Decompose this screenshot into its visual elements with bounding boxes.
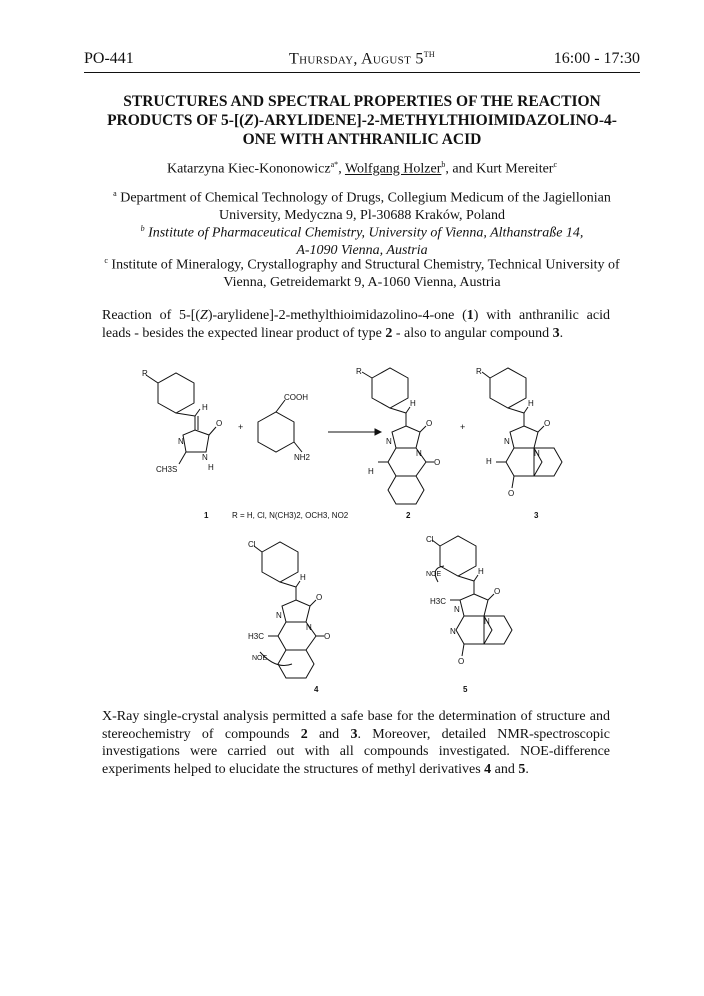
n-label: N: [276, 611, 282, 620]
compound-label-3: 3: [534, 511, 539, 520]
h-label: H: [410, 399, 416, 408]
o-label: O: [458, 657, 465, 666]
n-label: N: [306, 623, 312, 632]
affiliation-c: $^c$ Institute of Mineralogy, Crystallography and Structural Chemistry, Technical University of Vienna, Getreidemarkt 9, A-1060 Vienna, Austria: [104, 256, 620, 291]
n-label: N: [386, 437, 392, 446]
page-header: [84, 50, 640, 72]
r-label: R: [476, 367, 482, 376]
noe-label: NOE: [426, 571, 442, 578]
o-label: O: [434, 458, 441, 467]
h3c-label: H3C: [430, 597, 447, 606]
n-label: N: [504, 437, 510, 446]
h-label: H: [478, 567, 484, 576]
n-label: N: [416, 449, 422, 458]
compound-label-1: 1: [204, 511, 209, 520]
poster-number: PO-441: [84, 50, 134, 67]
compound-1-structure: [146, 373, 216, 464]
o-label: O: [216, 419, 223, 428]
h-label: H: [202, 403, 208, 412]
n-label: N: [450, 627, 456, 636]
h3c-label: H3C: [248, 632, 265, 641]
n-label: N: [178, 437, 184, 446]
compound-3-structure: [482, 368, 562, 488]
n-label: N: [484, 617, 490, 626]
o-label: O: [426, 419, 433, 428]
plus-sign: +: [238, 422, 244, 432]
n-label: N: [534, 449, 540, 458]
cl-label: Cl: [426, 535, 434, 544]
author-name: Katarzyna Kiec-Kononowicz: [166, 161, 331, 177]
o-label: O: [508, 489, 515, 498]
abstract-paragraph-2: X-Ray single-crystal analysis permitted a safe base for the determination of structure and stereochemistry of compounds 2 and 3. Moreover, detailed NMR-spectroscopic investigations were carried out with all compounds investigated. NOE-difference experiments helped to elucidate the structures of methyl derivatives 4 and 5.: [102, 709, 611, 777]
compound-label-5: 5: [463, 685, 468, 694]
session-time: 16:00 - 17:30: [553, 50, 640, 67]
compound-label-4: 4: [314, 685, 319, 694]
hn-label: H: [368, 467, 374, 476]
o-label: O: [316, 593, 323, 602]
r-label: R: [356, 367, 362, 376]
session-day: Thursday, August 5TH: [289, 50, 435, 68]
noe-label: NOE: [252, 655, 268, 662]
n-label: N: [202, 453, 208, 462]
paper-title: STRUCTURES AND SPECTRAL PROPERTIES OF THE REACTION PRODUCTS OF 5-[(Z)-ARYLIDENE]-2-METHYLTHIOIMIDAZOLINO-4- ONE WITH ANTHRANILIC ACID: [107, 93, 617, 148]
o-label: O: [324, 632, 331, 641]
o-label: O: [494, 587, 501, 596]
cooh-label: COOH: [284, 393, 308, 402]
affiliation-b: $^b$ Institute of Pharmaceutical Chemistry, University of Vienna, Althanstraße 14, A-1090 Vienna, Austria: [140, 224, 584, 259]
affiliation-a: $^a$ Department of Chemical Technology of Drugs, Collegium Medicum of the Jagiellonian University, Medyczna 9, Pl-30688 Kraków, Poland: [113, 189, 611, 224]
author-list: Katarzyna Kiec-Kononowicz$^{a*}$, Wolfgang Holzer$^b$, and Kurt Mereiter$^c$: [166, 160, 558, 177]
sch3-label: CH3S: [156, 465, 178, 474]
header-rule: [84, 72, 640, 73]
hn-label: H: [486, 457, 492, 466]
anthranilic-acid-structure: [258, 400, 302, 452]
plus-sign: +: [460, 422, 466, 432]
presenting-author: Wolfgang Holzer: [344, 161, 442, 177]
compound-2-structure: [362, 368, 434, 504]
o-label: O: [544, 419, 551, 428]
author-name: Kurt Mereiter: [476, 161, 554, 177]
compound-label-2: 2: [406, 511, 411, 520]
cl-label: Cl: [248, 540, 256, 549]
abstract-paragraph-1: Reaction of 5-[(Z)-arylidene]-2-methylthioimidazolino-4-one (1) with anthranilic acid leads - besides the expected linear product of type 2 - also to angular compound 3.: [102, 308, 610, 341]
n-label: N: [454, 605, 460, 614]
h-label: H: [300, 573, 306, 582]
r-substituent-list: R = H, Cl, N(CH3)2, OCH3, NO2: [232, 511, 349, 520]
nh2-label: NH2: [294, 453, 311, 462]
compound-5-structure: [432, 536, 512, 656]
reaction-scheme: [120, 360, 600, 695]
h-label: H: [208, 463, 214, 472]
h-label: H: [528, 399, 534, 408]
r-label: R: [142, 369, 148, 378]
